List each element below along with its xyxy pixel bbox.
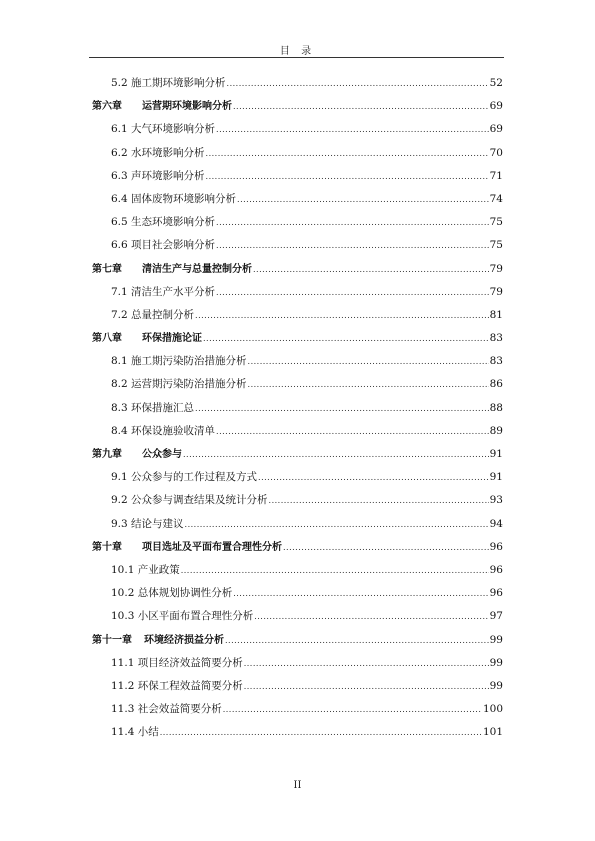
toc-entry-number: 8.2: [111, 378, 132, 391]
toc-entry-title: 结论与建议: [131, 517, 184, 530]
dot-leader: [216, 118, 489, 141]
toc-section-entry[interactable]: [92, 165, 503, 188]
dot-leader: [206, 142, 489, 165]
dot-leader: [244, 675, 489, 698]
toc-entry-number: 11.4: [111, 726, 138, 739]
toc-entry-number: 8.3: [111, 401, 132, 414]
toc-entry-page: 99: [489, 679, 503, 692]
toc-entry-number: 6.4: [111, 192, 132, 205]
dot-leader: [223, 698, 482, 721]
toc-entry-title: 固体废物环境影响分析: [131, 192, 237, 205]
toc-section-entry[interactable]: [92, 559, 503, 582]
toc-entry-number: 7.1: [111, 285, 132, 298]
toc-entry-page: 81: [489, 308, 503, 321]
toc-entry-number: 6.6: [111, 239, 132, 252]
toc-entry-title: 清洁生产水平分析: [131, 285, 216, 298]
dot-leader: [253, 258, 489, 281]
toc-section-entry[interactable]: [92, 582, 503, 605]
toc-entry-page: 69: [489, 100, 503, 113]
toc-entry-title: 运营期环境影响分析: [142, 101, 232, 113]
toc-entry-number: 第六章: [92, 101, 122, 113]
toc-entry-title: 声环境影响分析: [131, 169, 205, 182]
toc-entry-number: 8.1: [111, 355, 132, 368]
toc-section-entry[interactable]: [92, 211, 503, 234]
toc-section-entry[interactable]: [92, 373, 503, 396]
toc-entry-page: 89: [489, 424, 503, 437]
toc-entry-title: 环保措施汇总: [131, 401, 195, 414]
toc-chapter-entry[interactable]: [92, 327, 503, 350]
dot-leader: [183, 443, 489, 466]
toc-section-entry[interactable]: [92, 142, 503, 165]
dot-leader: [185, 513, 489, 536]
toc-chapter-entry[interactable]: [92, 536, 503, 559]
toc-entry-page: 52: [489, 77, 503, 89]
toc-section-entry[interactable]: [92, 281, 503, 304]
dot-leader: [244, 652, 489, 675]
dot-leader: [248, 350, 489, 373]
toc-entry-page: 88: [489, 401, 503, 414]
toc-entry-title: 环保设施验收清单: [131, 424, 216, 437]
toc-entry-page: 70: [489, 146, 503, 159]
toc-entry-page: 96: [489, 540, 503, 553]
toc-entry-page: 83: [489, 355, 503, 368]
table-of-contents: [92, 72, 503, 744]
toc-section-entry[interactable]: [92, 397, 503, 420]
toc-entry-page: 96: [489, 563, 503, 576]
toc-entry-number: 第七章: [92, 263, 122, 275]
toc-entry-title: 环保工程效益简要分析: [137, 679, 243, 692]
dot-leader: [160, 721, 482, 744]
dot-leader: [216, 211, 489, 234]
dot-leader: [254, 605, 488, 628]
toc-entry-title: 公众参与的工作过程及方式: [131, 471, 258, 484]
toc-section-entry[interactable]: [92, 489, 503, 512]
toc-chapter-entry[interactable]: [92, 629, 503, 652]
dot-leader: [195, 397, 489, 420]
toc-entry-page: 71: [489, 169, 503, 182]
toc-entry-number: 10.2: [111, 587, 138, 600]
toc-chapter-entry[interactable]: [92, 95, 503, 118]
toc-section-entry[interactable]: [92, 420, 503, 443]
toc-entry-title: 运营期污染防治措施分析: [131, 378, 247, 391]
toc-entry-title: 生态环境影响分析: [131, 216, 216, 229]
dot-leader: [248, 373, 489, 396]
toc-chapter-entry[interactable]: [92, 258, 503, 281]
page-number: II: [293, 780, 302, 791]
toc-entry-page: 74: [489, 192, 503, 205]
toc-entry-page: 97: [489, 610, 503, 623]
dot-leader: [181, 559, 489, 582]
toc-entry-number: 第十一章: [92, 634, 132, 646]
dot-leader: [227, 72, 489, 95]
toc-entry-number: 第八章: [92, 333, 122, 345]
toc-entry-title: 环保措施论证: [142, 333, 202, 345]
toc-entry-title: 小结: [137, 726, 159, 739]
toc-entry-page: 99: [489, 633, 503, 646]
dot-leader: [216, 420, 489, 443]
toc-entry-number: 10.1: [111, 563, 138, 576]
toc-entry-title: 清洁生产与总量控制分析: [142, 263, 252, 275]
toc-section-entry[interactable]: [92, 698, 503, 721]
toc-entry-page: 94: [489, 517, 503, 530]
toc-section-entry[interactable]: [92, 304, 503, 327]
toc-section-entry[interactable]: [92, 234, 503, 257]
toc-entry-number: 9.1: [111, 471, 132, 484]
toc-entry-page: 83: [489, 332, 503, 345]
toc-entry-title: 公众参与: [142, 449, 182, 460]
dot-leader: [283, 536, 489, 559]
dot-leader: [195, 304, 489, 327]
toc-entry-page: 100: [482, 703, 503, 716]
toc-section-entry[interactable]: [92, 675, 503, 698]
dot-leader: [206, 165, 489, 188]
toc-entry-title: 公众参与调查结果及统计分析: [131, 494, 268, 507]
toc-section-entry[interactable]: [92, 721, 503, 744]
toc-entry-number: 6.3: [111, 169, 132, 182]
toc-section-entry[interactable]: [92, 188, 503, 211]
toc-section-entry[interactable]: [92, 652, 503, 675]
page-header-title: 目 录: [279, 46, 316, 57]
toc-section-entry[interactable]: [92, 513, 503, 536]
toc-section-entry[interactable]: [92, 605, 503, 628]
toc-entry-page: 79: [489, 285, 503, 298]
toc-entry-number: 11.1: [111, 656, 138, 669]
toc-entry-number: 7.2: [111, 308, 132, 321]
toc-entry-number: 第十章: [92, 541, 122, 553]
toc-entry-title: 水环境影响分析: [131, 146, 205, 159]
toc-entry-title: 施工期污染防治措施分析: [131, 355, 247, 368]
toc-entry-page: 86: [489, 378, 503, 391]
toc-chapter-entry[interactable]: [92, 443, 503, 466]
dot-leader: [216, 234, 489, 257]
toc-section-entry[interactable]: [92, 118, 503, 141]
toc-entry-number: 9.3: [111, 517, 132, 530]
toc-entry-number: 第九章: [92, 449, 122, 460]
toc-entry-title: 总体规划协调性分析: [137, 587, 233, 600]
toc-entry-page: 91: [489, 471, 503, 484]
toc-entry-title: 项目选址及平面布置合理性分析: [142, 541, 282, 553]
toc-entry-page: 101: [482, 726, 503, 739]
toc-entry-title: 项目经济效益简要分析: [137, 656, 243, 669]
toc-section-entry[interactable]: [92, 350, 503, 373]
dot-leader: [258, 466, 489, 489]
toc-entry-title: 小区平面布置合理性分析: [137, 610, 254, 623]
dot-leader: [233, 582, 488, 605]
dot-leader: [237, 188, 489, 211]
toc-entry-number: 6.1: [111, 123, 132, 136]
toc-entry-page: 99: [489, 656, 503, 669]
toc-entry-page: 79: [489, 262, 503, 275]
toc-entry-page: 96: [489, 587, 503, 600]
toc-entry-page: 75: [489, 239, 503, 252]
toc-entry-title: 环境经济损益分析: [144, 634, 224, 646]
toc-entry-number: 5.2: [111, 77, 132, 89]
header-rule: [89, 57, 504, 58]
toc-entry-title: 总量控制分析: [131, 308, 195, 321]
toc-entry-page: 69: [489, 123, 503, 136]
toc-entry-title: 施工期环境影响分析: [131, 77, 226, 89]
toc-entry-number: 8.4: [111, 424, 132, 437]
toc-entry-number: 6.5: [111, 216, 132, 229]
toc-entry-number: 9.2: [111, 494, 132, 507]
toc-entry-page: 91: [489, 448, 503, 460]
dot-leader: [216, 281, 489, 304]
toc-entry-number: 11.3: [111, 703, 138, 716]
toc-entry-number: 10.3: [111, 610, 138, 623]
dot-leader: [233, 95, 489, 118]
toc-entry-title: 社会效益简要分析: [137, 703, 222, 716]
toc-section-entry[interactable]: [92, 72, 503, 95]
dot-leader: [225, 629, 489, 652]
toc-entry-number: 6.2: [111, 146, 132, 159]
toc-entry-page: 93: [489, 494, 503, 507]
toc-entry-page: 75: [489, 216, 503, 229]
toc-entry-title: 大气环境影响分析: [131, 123, 216, 136]
toc-entry-title: 产业政策: [137, 563, 180, 576]
dot-leader: [269, 489, 489, 512]
dot-leader: [203, 327, 489, 350]
toc-section-entry[interactable]: [92, 466, 503, 489]
toc-entry-number: 11.2: [111, 679, 138, 692]
toc-entry-title: 项目社会影响分析: [131, 239, 216, 252]
